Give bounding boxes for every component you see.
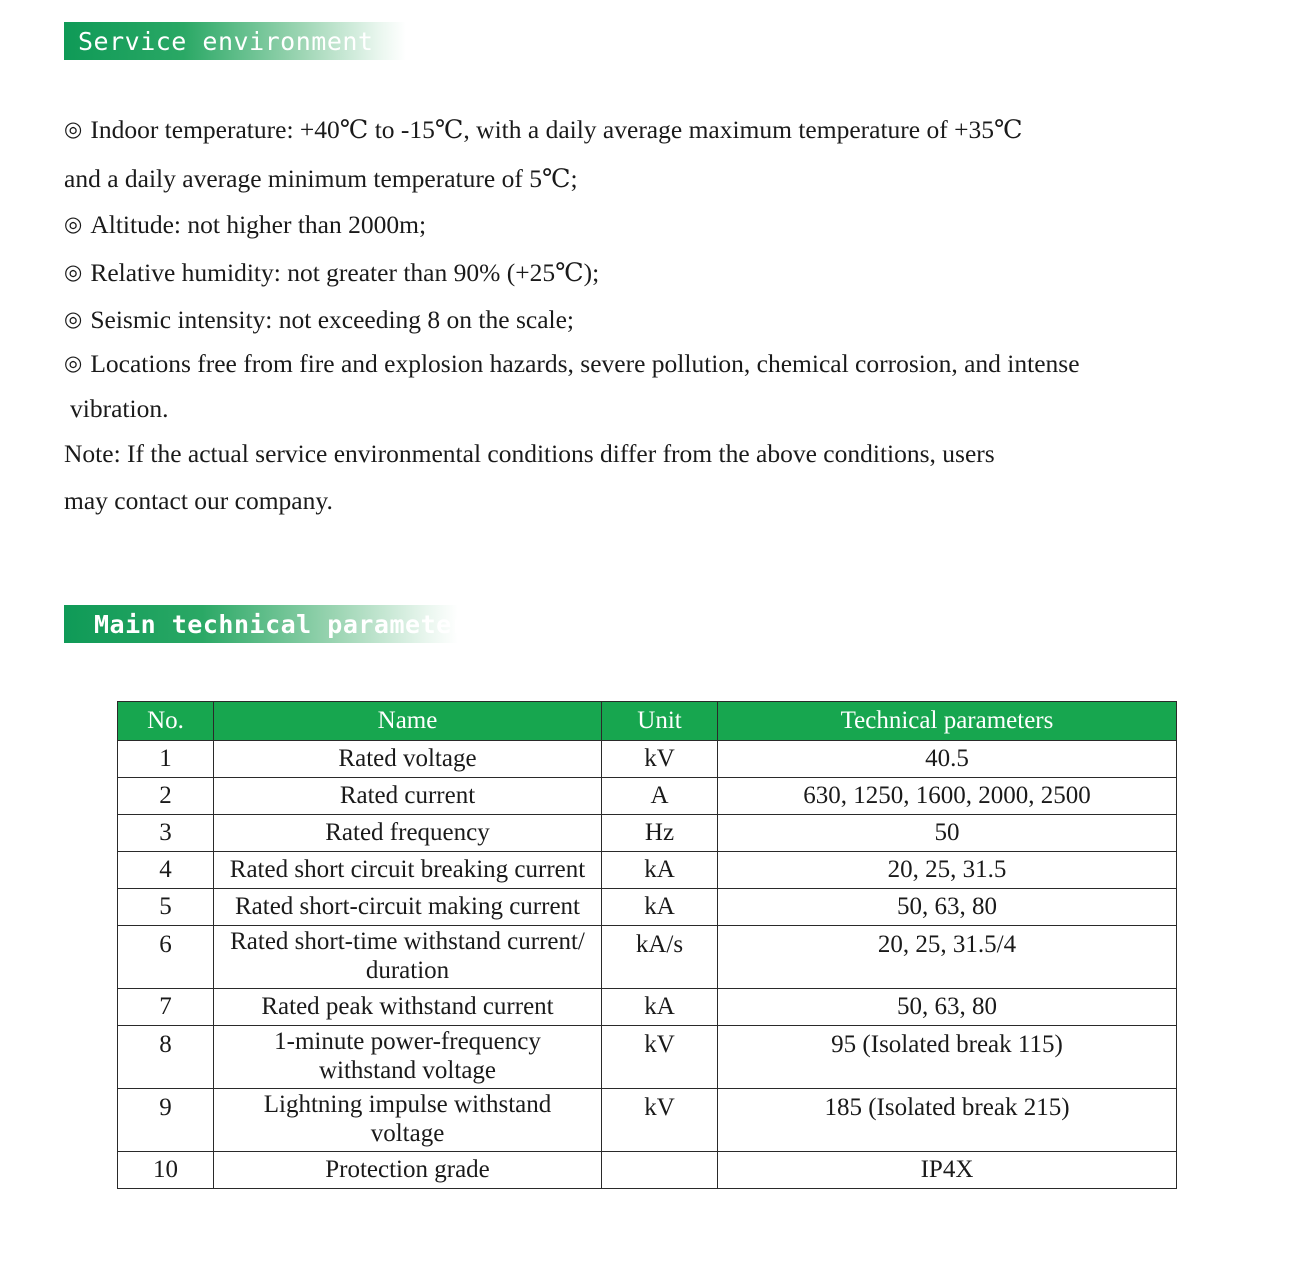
header-unit: Unit: [602, 702, 718, 741]
service-item-seismic: [64, 307, 574, 333]
cell-no: 10: [118, 1152, 214, 1189]
service-item-temperature: [64, 117, 1023, 143]
section-banner-params: [64, 605, 483, 643]
cell-no: 7: [118, 989, 214, 1026]
table-row: [118, 778, 1177, 815]
service-item-text: vibration.: [70, 394, 169, 423]
table-row: [118, 926, 1177, 989]
cell-value: 185 (Isolated break 215): [718, 1089, 1177, 1152]
header-value: Technical parameters: [718, 702, 1177, 741]
table-row: [118, 852, 1177, 889]
cell-value: IP4X: [718, 1152, 1177, 1189]
cell-no: 6: [118, 926, 214, 989]
service-item-text: Indoor temperature: +40℃ to -15℃, with a daily average maximum temperature of +35℃: [90, 115, 1023, 144]
cell-value: 50, 63, 80: [718, 989, 1177, 1026]
cell-name: Rated peak withstand current: [214, 989, 602, 1026]
cell-no: 5: [118, 889, 214, 926]
cell-value: 20, 25, 31.5/4: [718, 926, 1177, 989]
cell-value: 50: [718, 815, 1177, 852]
service-item-altitude: [64, 212, 426, 238]
bullet-icon: ◎: [64, 117, 83, 141]
cell-name: Rated frequency: [214, 815, 602, 852]
cell-name: 1-minute power-frequency withstand voltage: [214, 1026, 602, 1089]
bullet-icon: ◎: [64, 351, 83, 375]
service-note-cont: [64, 488, 333, 514]
cell-name: Rated short circuit breaking current: [214, 852, 602, 889]
cell-value: 40.5: [718, 741, 1177, 778]
cell-value: 630, 1250, 1600, 2000, 2500: [718, 778, 1177, 815]
cell-value: 20, 25, 31.5: [718, 852, 1177, 889]
cell-name: Rated short-time withstand current/ duration: [214, 926, 602, 989]
cell-no: 8: [118, 1026, 214, 1089]
cell-unit: kV: [602, 1089, 718, 1152]
service-item-text: Relative humidity: not greater than 90% (+25℃);: [90, 258, 600, 287]
service-item-locations-cont: [64, 396, 168, 422]
service-note-text: Note: If the actual service environmental conditions differ from the above conditions, users: [64, 439, 995, 468]
table-row: [118, 889, 1177, 926]
cell-value: 50, 63, 80: [718, 889, 1177, 926]
table-row: [118, 1089, 1177, 1152]
cell-no: 9: [118, 1089, 214, 1152]
cell-unit: kA: [602, 989, 718, 1026]
table-row: [118, 1152, 1177, 1189]
service-item-text: Locations free from fire and explosion hazards, severe pollution, chemical corrosion, and intense: [90, 349, 1080, 378]
cell-unit: [602, 1152, 718, 1189]
service-note-text: may contact our company.: [64, 486, 333, 515]
cell-name: Rated current: [214, 778, 602, 815]
service-item-text: Seismic intensity: not exceeding 8 on the scale;: [90, 305, 575, 334]
table-row: [118, 741, 1177, 778]
cell-no: 4: [118, 852, 214, 889]
cell-unit: kV: [602, 1026, 718, 1089]
table-row: [118, 989, 1177, 1026]
bullet-icon: ◎: [64, 307, 83, 331]
cell-no: 1: [118, 741, 214, 778]
cell-no: 3: [118, 815, 214, 852]
cell-unit: kA: [602, 852, 718, 889]
table-header-row: [118, 702, 1177, 741]
bullet-icon: ◎: [64, 212, 83, 236]
cell-name: Rated short-circuit making current: [214, 889, 602, 926]
header-no: No.: [118, 702, 214, 741]
service-note: [64, 441, 995, 467]
cell-unit: Hz: [602, 815, 718, 852]
cell-unit: A: [602, 778, 718, 815]
table-row: [118, 815, 1177, 852]
cell-name: Rated voltage: [214, 741, 602, 778]
cell-name: Lightning impulse withstand voltage: [214, 1089, 602, 1152]
cell-unit: kV: [602, 741, 718, 778]
service-item-humidity: [64, 260, 599, 286]
cell-unit: kA/s: [602, 926, 718, 989]
cell-name: Protection grade: [214, 1152, 602, 1189]
section-banner-service: [64, 22, 406, 60]
section-title-service: Service environment: [78, 26, 374, 56]
service-item-text: Altitude: not higher than 2000m;: [90, 210, 427, 239]
cell-unit: kA: [602, 889, 718, 926]
cell-no: 2: [118, 778, 214, 815]
parameters-table: [117, 701, 1177, 1189]
table-row: [118, 1026, 1177, 1089]
bullet-icon: ◎: [64, 260, 83, 284]
service-item-text: and a daily average minimum temperature of 5℃;: [64, 164, 578, 193]
cell-value: 95 (Isolated break 115): [718, 1026, 1177, 1089]
service-item-temperature-cont: [64, 166, 578, 192]
service-item-locations: [64, 351, 1080, 377]
header-name: Name: [214, 702, 602, 741]
section-title-params: Main technical parameters: [94, 609, 483, 639]
